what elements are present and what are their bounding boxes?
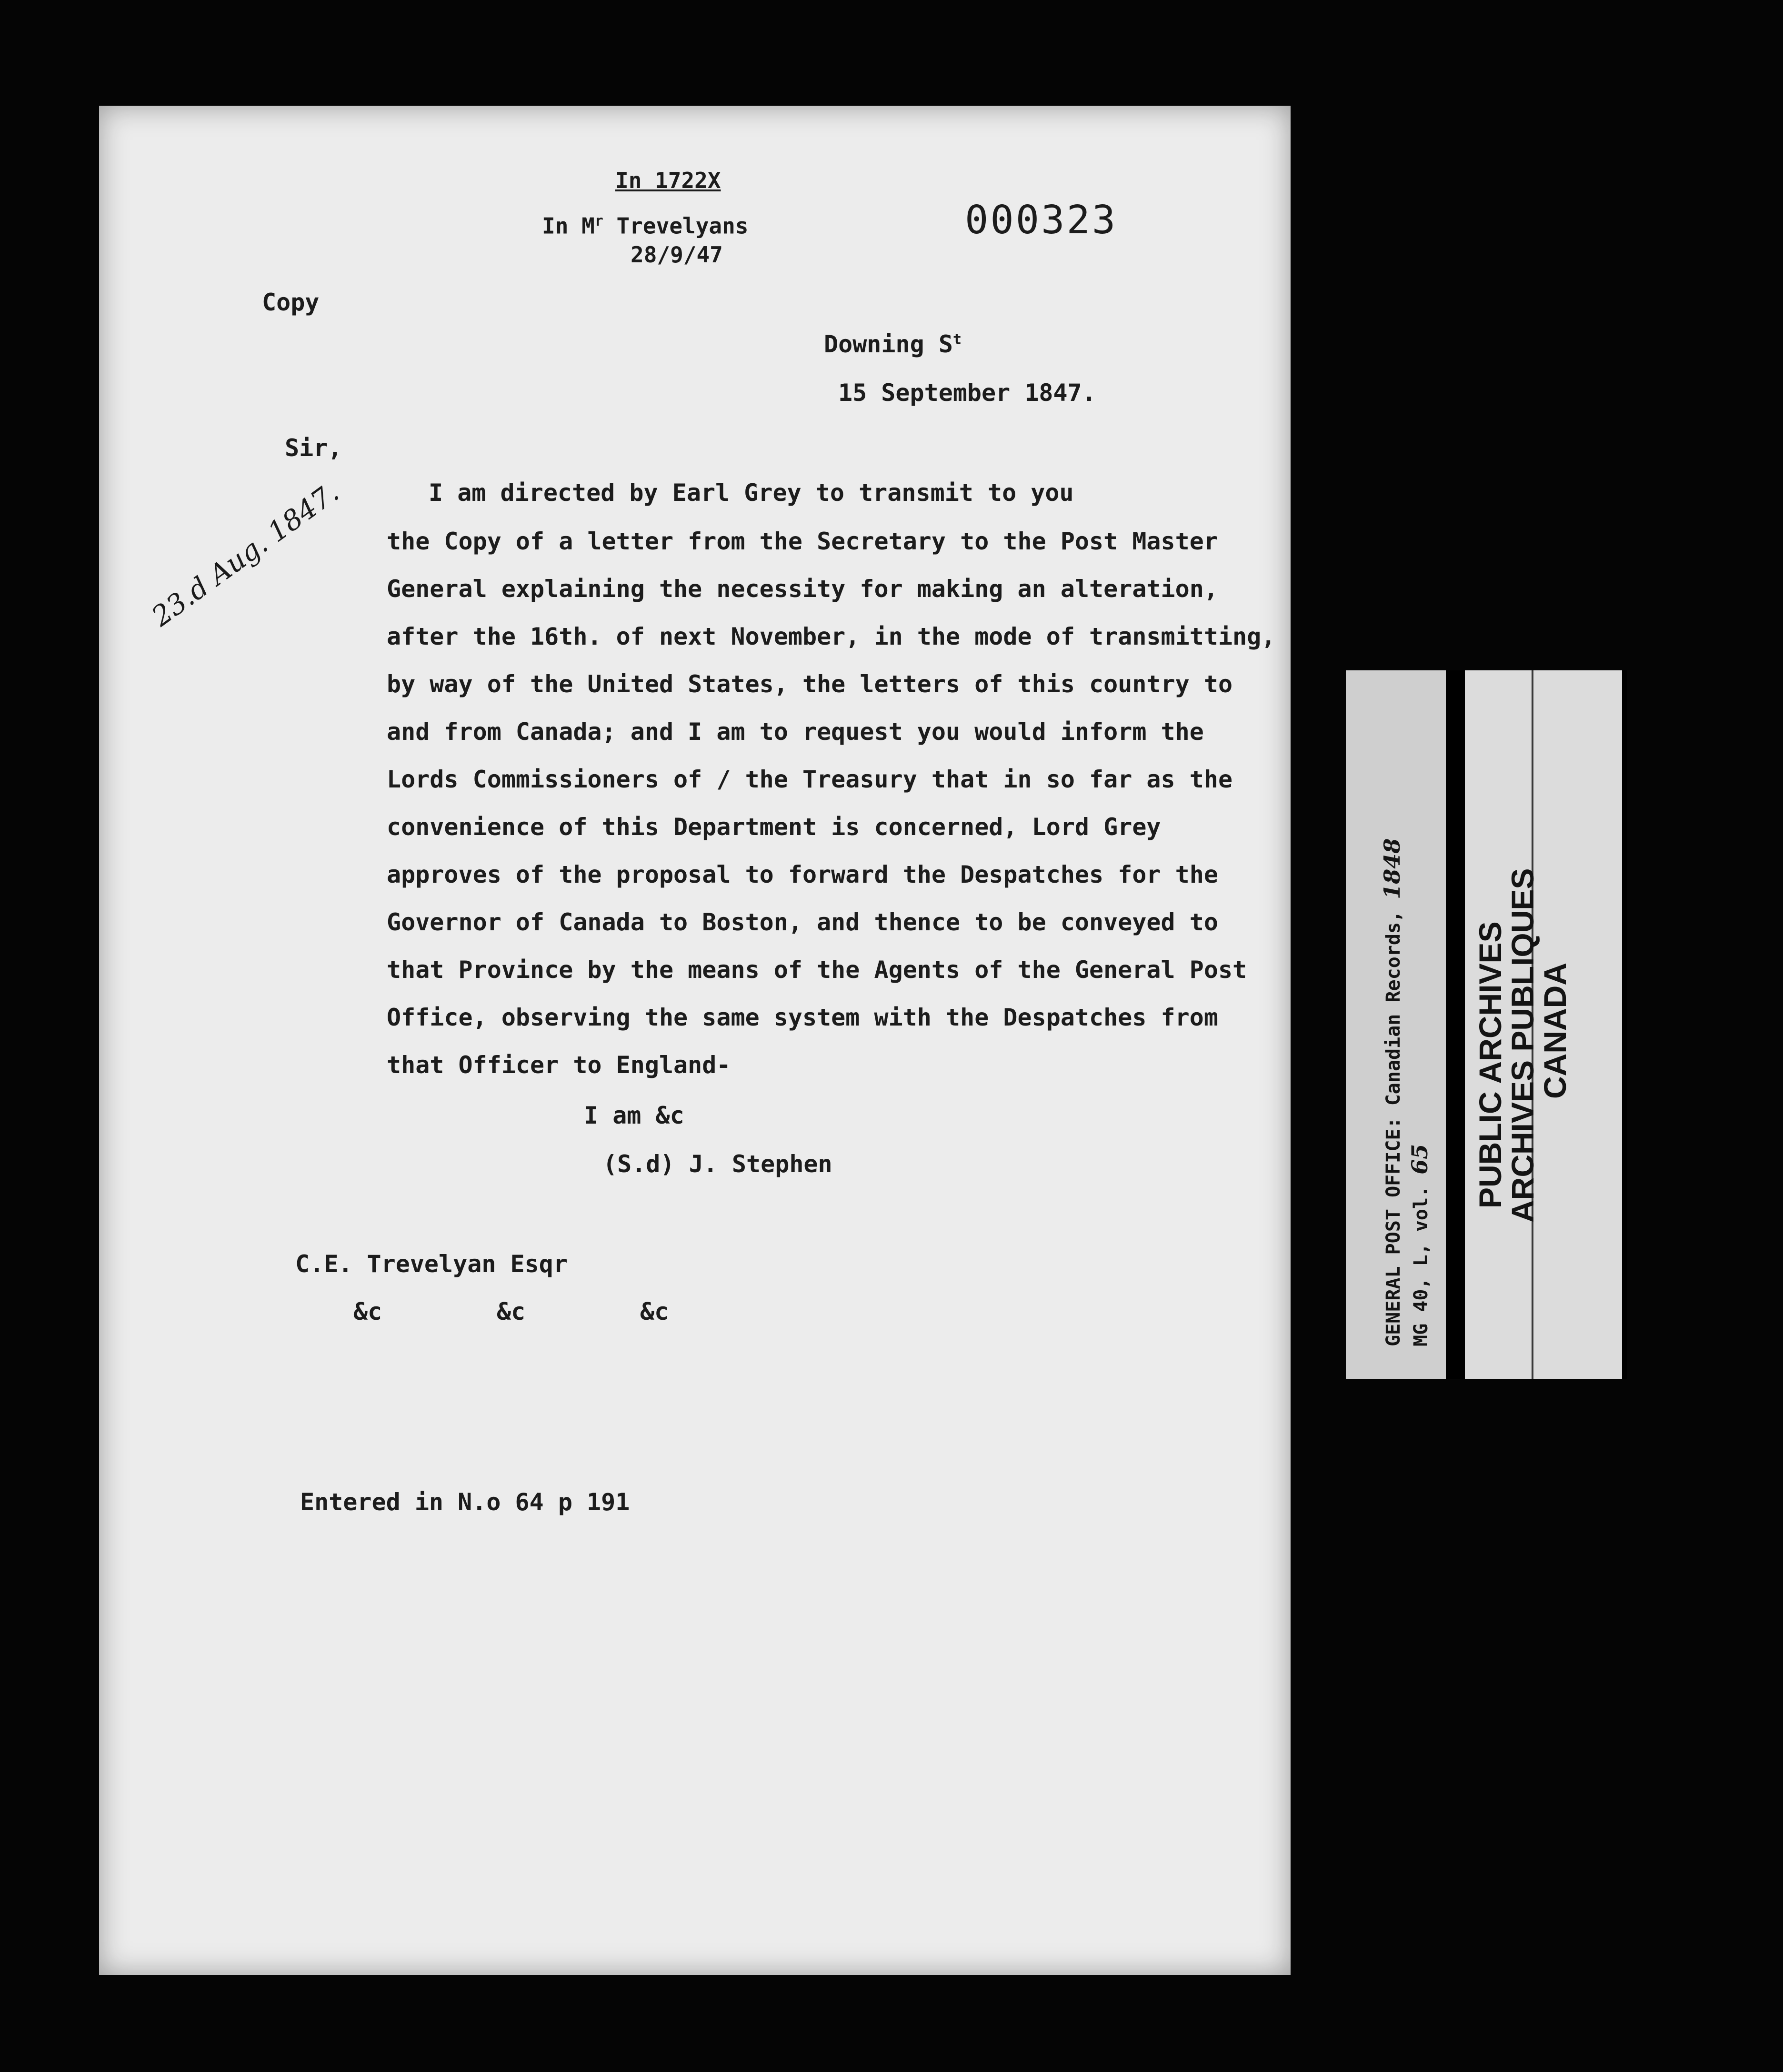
archive-stamp-line-1: PUBLIC ARCHIVES <box>1472 921 1508 1208</box>
archive-reference-line-1 <box>1379 838 1405 1346</box>
archive-stamp-line-3: CANADA <box>1537 963 1573 1099</box>
body-line: that Province by the means of the Agents of the General Post <box>387 956 1247 984</box>
salutation: Sir, <box>285 434 342 462</box>
reference-sub-prefix: In M <box>542 213 595 239</box>
archive-reference-text-2: MG 40, L, vol. <box>1410 1185 1432 1346</box>
archive-reference-line-2 <box>1407 1144 1432 1346</box>
body-line: I am directed by Earl Grey to transmit to you <box>429 479 1074 507</box>
signature: (S.d) J. Stephen <box>603 1150 832 1178</box>
body-line: General explaining the necessity for making an alteration, <box>387 575 1218 603</box>
archive-label-strip <box>1346 670 1627 1379</box>
body-line: after the 16th. of next November, in the mode of transmitting, <box>387 623 1276 650</box>
reference-date: 28/9/47 <box>631 242 723 268</box>
margin-note: 23.d Aug. 1847. <box>146 476 345 633</box>
entry-note: Entered in N.o 64 p 191 <box>300 1488 630 1516</box>
body-line: the Copy of a letter from the Secretary to the Post Master <box>387 528 1218 555</box>
closing: I am &c <box>584 1102 684 1129</box>
page-number: 000323 <box>965 198 1118 243</box>
letter-page <box>99 106 1291 1975</box>
archive-reference-text-1: GENERAL POST OFFICE: Canadian Records, <box>1382 910 1404 1346</box>
body-line: Office, observing the same system with the Despatches from <box>387 1004 1218 1031</box>
archive-stamp-line-2: ARCHIVES PUBLIQUES <box>1505 868 1540 1223</box>
body-line: convenience of this Department is concerned, Lord Grey <box>387 813 1161 841</box>
address-street <box>824 332 962 356</box>
archive-stamp-slip <box>1465 670 1622 1379</box>
addressee-etc: &c &c &c <box>353 1298 669 1325</box>
letter-date: 15 September 1847. <box>838 379 1096 407</box>
reference-subheader <box>542 214 748 237</box>
copy-label: Copy <box>262 289 320 316</box>
body-line: approves of the proposal to forward the Despatches for the <box>387 861 1218 888</box>
archive-reference-volume: 65 <box>1407 1144 1432 1175</box>
body-line: that Officer to England- <box>387 1051 731 1079</box>
archive-reference-slip <box>1346 670 1446 1379</box>
address-street-text: Downing S <box>824 330 953 358</box>
address-street-sup: t <box>952 331 962 348</box>
body-line: and from Canada; and I am to request you would inform the <box>387 718 1204 746</box>
body-line: Governor of Canada to Boston, and thence to be conveyed to <box>387 908 1218 936</box>
body-line: by way of the United States, the letters of this country to <box>387 670 1233 698</box>
reference-sub-sup: r <box>594 213 603 229</box>
reference-header: In 1722X <box>615 168 721 193</box>
body-line: Lords Commissioners of / the Treasury that in so far as the <box>387 766 1233 793</box>
reference-sub-suffix: Trevelyans <box>603 213 749 239</box>
archive-reference-year: 1848 <box>1379 838 1405 899</box>
addressee: C.E. Trevelyan Esqr <box>295 1250 568 1278</box>
